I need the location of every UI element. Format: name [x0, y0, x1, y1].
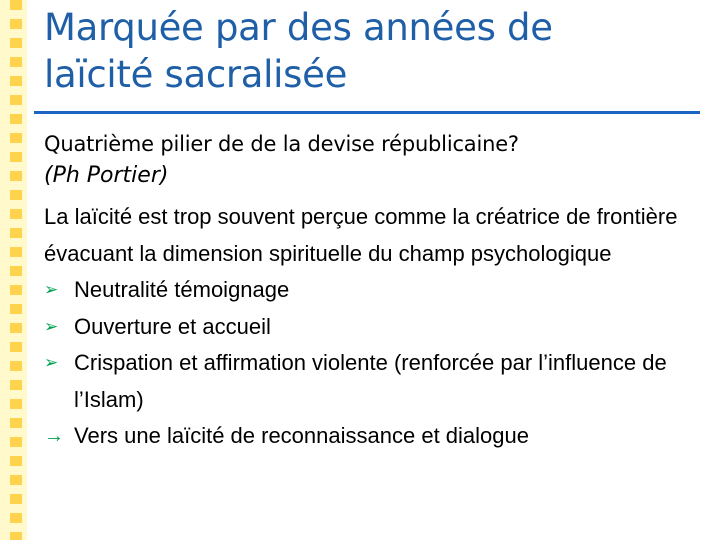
slide-title: [44, 4, 704, 98]
conclusion-item: [44, 418, 704, 455]
slide-subtitle: Quatrième pilier de de la devise républicaine?: [44, 132, 519, 156]
title-line-2: laïcité sacralisée: [44, 53, 348, 96]
list-item-text: Neutralité témoignage: [74, 277, 290, 302]
title-line-1: Marquée par des années de: [44, 6, 553, 49]
chevron-arrowhead-icon: ➢: [44, 353, 59, 372]
list-item-text: Ouverture et accueil: [74, 313, 271, 339]
right-arrow-icon: →: [44, 425, 64, 447]
slide-body: [44, 199, 704, 455]
list-item: [44, 309, 704, 346]
intro-paragraph: La laïcité est trop souvent perçue comme la créatrice de frontière évacuant la dimension spirituelle du champ psychologique: [44, 204, 678, 266]
list-item: [44, 272, 704, 309]
title-divider: [34, 111, 700, 114]
decorative-side-bar: [0, 0, 27, 540]
list-item-text: Crispation et affirmation violente (renforcée par l’influence de l’Islam): [74, 350, 667, 412]
chevron-arrowhead-icon: ➢: [44, 280, 59, 299]
list-item: [44, 345, 704, 418]
conclusion-text: Vers une laïcité de reconnaissance et dialogue: [74, 423, 529, 448]
chevron-arrowhead-icon: ➢: [44, 316, 59, 336]
author-attribution: (Ph Portier): [44, 163, 169, 188]
